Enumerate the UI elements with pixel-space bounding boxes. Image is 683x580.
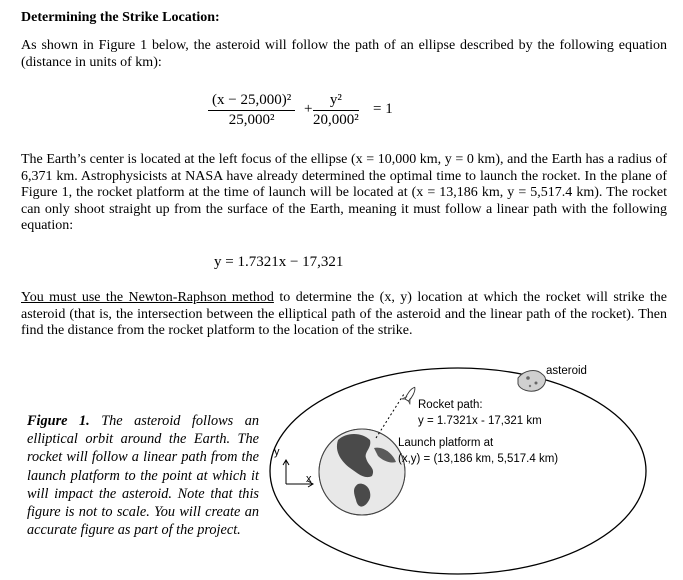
- equation-term-1-denominator: 25,000²: [228, 112, 275, 128]
- figure-caption-label: Figure 1.: [27, 413, 90, 429]
- newton-raphson-requirement: You must use the Newton-Raphson method: [21, 290, 274, 305]
- rocket-path-equation: y = 1.7321x - 17,321 km: [418, 415, 542, 427]
- intro-paragraph: As shown in Figure 1 below, the asteroid will follow the path of an ellipse described by the following equation (distance in units of km):: [21, 38, 667, 70]
- equation-rhs: = 1: [373, 101, 393, 117]
- earth-paragraph: The Earth’s center is located at the left focus of the ellipse (x = 10,000 km, y = 0 km), and the Earth has a radius of 6,371 km. Astrophysicists at NASA have already determined the optimal time to launch the rocket. In the plane of Figure 1, the rocket platform at the time of launch will be located at (x = 13,186 km, y = 5,517.4 km). The rocket can only shoot straight up from the surface of the Earth, meaning it must follow a linear path with the following equation:: [21, 152, 667, 233]
- rocket-path-line: [376, 394, 404, 438]
- task-paragraph-rest: to determine the (x, y) location at which the rocket will strike the asteroid (that is, the intersection between the elliptical path of the asteroid and the linear path of the rocket). Then find the distance from the rocket platform to the location of the strike.: [21, 290, 667, 338]
- figure-caption-text: The asteroid follows an elliptical orbit around the Earth. The rocket will follow a linear path from the launch platform to the point at which it will impact the asteroid. Note that this figure is not to scale. You will create an accurate figure as part of the project.: [27, 413, 259, 539]
- x-axis-label: x: [306, 473, 312, 485]
- launch-platform-coords: (x,y) = (13,186 km, 5,517.4 km): [398, 453, 559, 465]
- equation-term-2-numerator: y²: [313, 92, 359, 111]
- equation-term-2-denominator: 20,000²: [313, 112, 359, 128]
- asteroid-label: asteroid: [546, 365, 587, 377]
- asteroid-icon: [518, 371, 545, 392]
- equation-plus: +: [304, 101, 313, 117]
- equation-term-1-numerator: (x − 25,000)²: [208, 92, 295, 111]
- y-axis-label: y: [274, 446, 280, 458]
- earth-icon: [319, 429, 405, 515]
- rocket-path-label: Rocket path:: [418, 399, 483, 411]
- launch-platform-label: Launch platform at: [398, 437, 494, 449]
- rocket-icon: [402, 385, 419, 405]
- line-equation: y = 1.7321x − 17,321: [214, 254, 344, 270]
- section-heading: Determining the Strike Location:: [21, 10, 220, 25]
